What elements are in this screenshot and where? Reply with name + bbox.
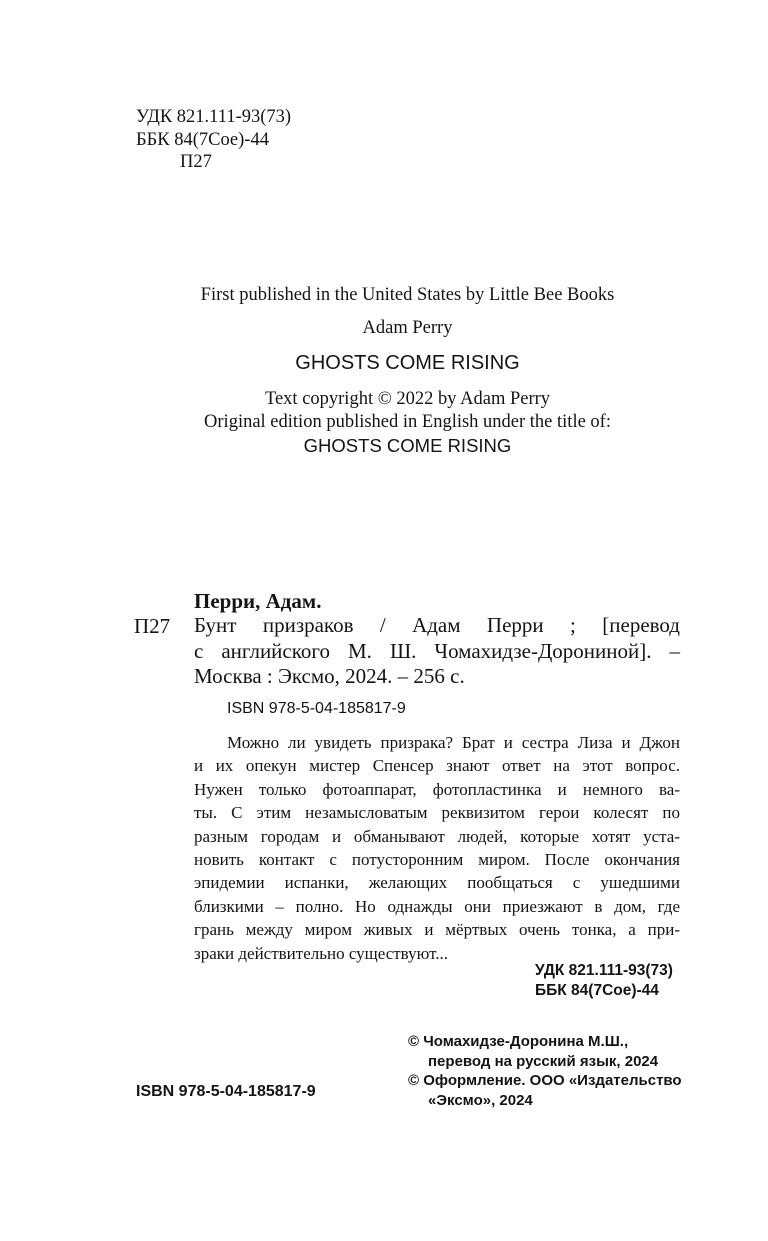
bibliography-line: Москва : Эксмо, 2024. – 256 с. [194, 664, 465, 688]
annotation-line: и их опекун мистер Спенсер знают ответ на этот вопрос. [194, 756, 680, 776]
bottom-udk-code: УДК 821.111-93(73) [535, 962, 673, 979]
copyright-block [408, 1032, 682, 1110]
bottom-bbk-code: ББК 84(7Сое)-44 [535, 982, 659, 999]
bibliography-line: Бунт призраков / Адам Перри ; [перевод [194, 613, 680, 637]
annotation-line: близкими – полно. Но однажды они приезжают в дом, где [194, 896, 680, 916]
annotation-line: грань между миром живых и мёртвых очень тонка, а при- [194, 920, 680, 940]
bottom-isbn: ISBN 978-5-04-185817-9 [136, 1083, 316, 1100]
original-edition-title: GHOSTS COME RISING [303, 435, 512, 456]
bbk-code: ББК 84(7Сое)-44 [136, 129, 269, 150]
annotation-line: ты. С этим незамысловатым реквизитом герои колесят по [194, 803, 680, 823]
original-title: GHOSTS COME RISING [295, 352, 520, 374]
annotation [194, 731, 680, 965]
udk-code: УДК 821.111-93(73) [136, 107, 292, 127]
translation-copyright-line: © Чомахидзе-Доронина М.Ш., [408, 1033, 629, 1050]
author-sign-code: П27 [180, 152, 212, 172]
bibliography-author-heading: Перри, Адам. [194, 589, 322, 613]
original-edition-note: Original edition published in English under the title of: [204, 412, 611, 432]
original-copyright: Text copyright © 2022 by Adam Perry [264, 389, 551, 409]
original-publisher-line: First published in the United States by Little Bee Books [200, 285, 615, 305]
bottom-classification-codes [535, 961, 673, 1001]
original-author: Adam Perry [362, 318, 453, 338]
bibliography-code: П27 [134, 614, 171, 638]
annotation-line: Можно ли увидеть призрака? Брат и сестра Лиза и Джон [227, 733, 680, 752]
bibliography-line: с английского М. Ш. Чомахидзе-Дорониной]. – [194, 638, 680, 663]
translation-copyright-line: перевод на русский язык, 2024 [428, 1052, 659, 1070]
annotation-line: разным городам и обманывают людей, которые хотят уста- [194, 826, 680, 846]
design-copyright-line: «Эксмо», 2024 [428, 1091, 533, 1109]
bibliography-isbn: ISBN 978-5-04-185817-9 [227, 700, 406, 717]
design-copyright-line: © Оформление. ООО «Издательство [408, 1072, 682, 1089]
annotation-line: Нужен только фотоаппарат, фотопластинка и немного ва- [194, 779, 680, 799]
bibliography-record [194, 613, 680, 690]
classification-codes [136, 106, 291, 174]
annotation-line: зраки действительно существуют... [194, 943, 448, 963]
annotation-line: эпидемии испанки, желающих пообщаться с ушедшими [194, 873, 680, 893]
annotation-line: новить контакт с потусторонним миром. После окончания [194, 850, 680, 870]
